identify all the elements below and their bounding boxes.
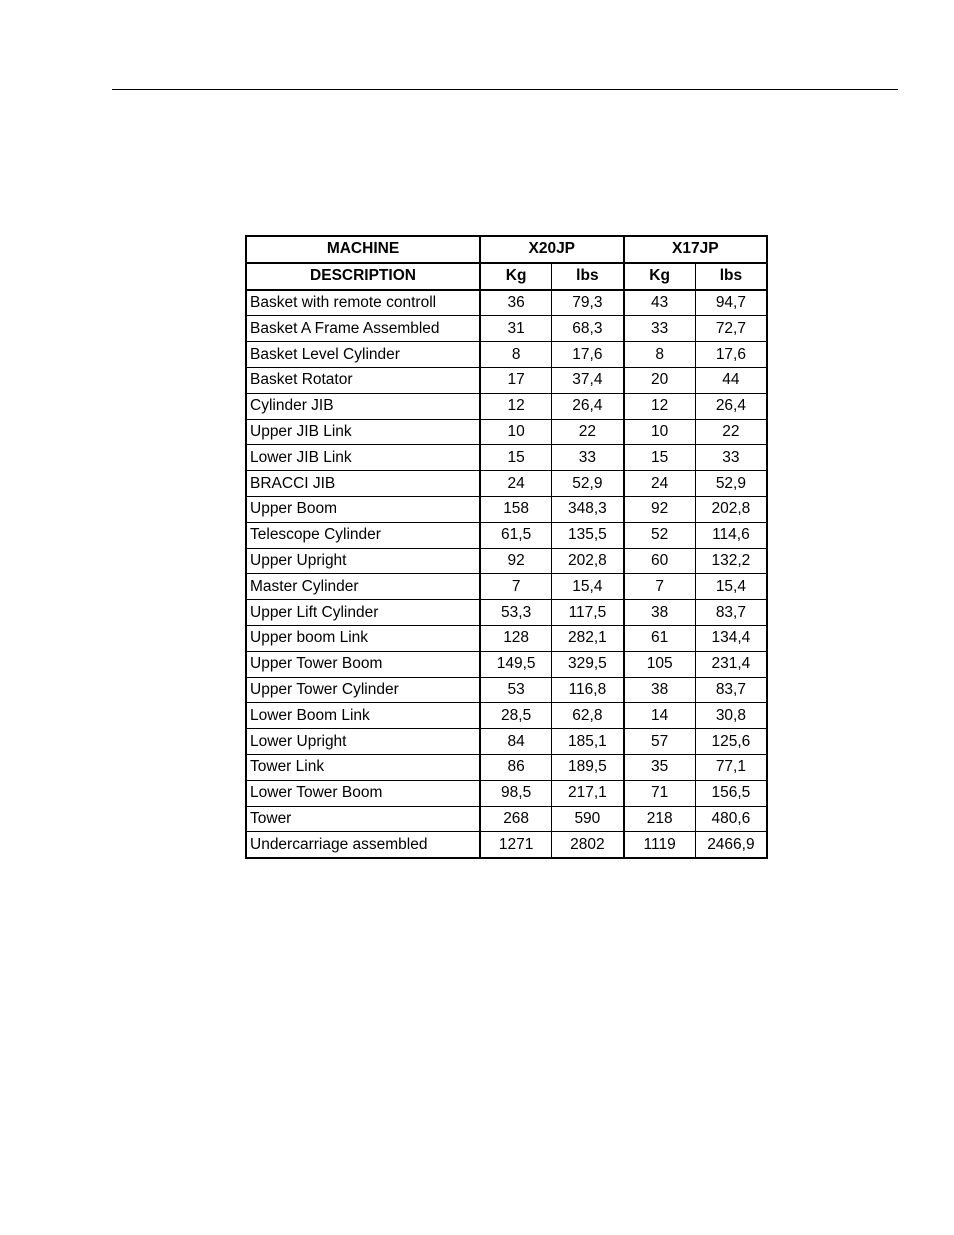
row-description: Undercarriage assembled <box>246 832 480 858</box>
x20jp-kg-cell: 61,5 <box>480 522 552 548</box>
x17jp-lbs-cell: 231,4 <box>695 651 767 677</box>
row-description: Lower Upright <box>246 729 480 755</box>
description-header: DESCRIPTION <box>246 263 480 290</box>
table-row <box>246 754 767 780</box>
x17jp-kg-cell: 33 <box>624 316 696 342</box>
x20jp-kg-cell: 28,5 <box>480 703 552 729</box>
x20jp-kg-cell: 86 <box>480 754 552 780</box>
table-row <box>246 419 767 445</box>
x20jp-lbs-cell: 189,5 <box>552 754 624 780</box>
x20jp-kg-cell: 12 <box>480 393 552 419</box>
x20jp-kg-cell: 149,5 <box>480 651 552 677</box>
x20jp-kg-cell: 268 <box>480 806 552 832</box>
x17jp-lbs-cell: 17,6 <box>695 342 767 368</box>
table-row <box>246 832 767 858</box>
table-row <box>246 522 767 548</box>
x20jp-kg-cell: 92 <box>480 548 552 574</box>
table-row <box>246 290 767 316</box>
x17jp-kg-cell: 24 <box>624 471 696 497</box>
x17jp-kg-cell: 10 <box>624 419 696 445</box>
x17jp-kg-header: Kg <box>624 263 696 290</box>
table-row <box>246 806 767 832</box>
x17jp-kg-cell: 7 <box>624 574 696 600</box>
x17jp-kg-cell: 60 <box>624 548 696 574</box>
table-row <box>246 574 767 600</box>
x20jp-kg-cell: 8 <box>480 342 552 368</box>
row-description: Upper Upright <box>246 548 480 574</box>
x17jp-lbs-cell: 30,8 <box>695 703 767 729</box>
x17jp-kg-cell: 57 <box>624 729 696 755</box>
row-description: Telescope Cylinder <box>246 522 480 548</box>
x20jp-lbs-cell: 37,4 <box>552 367 624 393</box>
row-description: Upper Boom <box>246 496 480 522</box>
x20jp-kg-cell: 53 <box>480 677 552 703</box>
x20jp-lbs-cell: 348,3 <box>552 496 624 522</box>
x20jp-lbs-cell: 15,4 <box>552 574 624 600</box>
x17jp-lbs-cell: 134,4 <box>695 625 767 651</box>
row-description: Cylinder JIB <box>246 393 480 419</box>
x20jp-kg-cell: 1271 <box>480 832 552 858</box>
x20jp-kg-cell: 17 <box>480 367 552 393</box>
table-row <box>246 677 767 703</box>
row-description: Basket Rotator <box>246 367 480 393</box>
header-rule <box>112 89 898 90</box>
x17jp-kg-cell: 92 <box>624 496 696 522</box>
table-row <box>246 600 767 626</box>
x17jp-lbs-cell: 44 <box>695 367 767 393</box>
model-x17jp-header: X17JP <box>624 236 768 263</box>
row-description: Tower <box>246 806 480 832</box>
x17jp-kg-cell: 15 <box>624 445 696 471</box>
row-description: Upper JIB Link <box>246 419 480 445</box>
x17jp-lbs-cell: 480,6 <box>695 806 767 832</box>
table-row <box>246 342 767 368</box>
row-description: Lower Tower Boom <box>246 780 480 806</box>
table-body <box>246 290 767 859</box>
table-row <box>246 729 767 755</box>
x17jp-lbs-cell: 15,4 <box>695 574 767 600</box>
x20jp-kg-cell: 36 <box>480 290 552 316</box>
x20jp-kg-cell: 10 <box>480 419 552 445</box>
x17jp-kg-cell: 35 <box>624 754 696 780</box>
x20jp-kg-cell: 24 <box>480 471 552 497</box>
model-x20jp-header: X20JP <box>480 236 624 263</box>
x17jp-kg-cell: 61 <box>624 625 696 651</box>
x17jp-kg-cell: 8 <box>624 342 696 368</box>
row-description: Upper Tower Cylinder <box>246 677 480 703</box>
row-description: Upper Lift Cylinder <box>246 600 480 626</box>
x20jp-lbs-cell: 117,5 <box>552 600 624 626</box>
row-description: Lower JIB Link <box>246 445 480 471</box>
x17jp-lbs-cell: 22 <box>695 419 767 445</box>
x17jp-kg-cell: 38 <box>624 600 696 626</box>
x20jp-kg-cell: 31 <box>480 316 552 342</box>
x17jp-kg-cell: 71 <box>624 780 696 806</box>
table-row <box>246 496 767 522</box>
x20jp-lbs-cell: 590 <box>552 806 624 832</box>
x20jp-kg-cell: 84 <box>480 729 552 755</box>
x17jp-kg-cell: 1119 <box>624 832 696 858</box>
x20jp-lbs-cell: 282,1 <box>552 625 624 651</box>
x20jp-kg-cell: 98,5 <box>480 780 552 806</box>
x17jp-lbs-cell: 202,8 <box>695 496 767 522</box>
x17jp-kg-cell: 12 <box>624 393 696 419</box>
row-description: Lower Boom Link <box>246 703 480 729</box>
x17jp-kg-cell: 218 <box>624 806 696 832</box>
x20jp-lbs-cell: 185,1 <box>552 729 624 755</box>
x20jp-lbs-cell: 62,8 <box>552 703 624 729</box>
x20jp-kg-cell: 7 <box>480 574 552 600</box>
row-description: Upper Tower Boom <box>246 651 480 677</box>
x17jp-lbs-cell: 156,5 <box>695 780 767 806</box>
x20jp-lbs-cell: 26,4 <box>552 393 624 419</box>
row-description: Master Cylinder <box>246 574 480 600</box>
row-description: Upper boom Link <box>246 625 480 651</box>
x17jp-lbs-cell: 114,6 <box>695 522 767 548</box>
row-description: Basket A Frame Assembled <box>246 316 480 342</box>
x20jp-lbs-cell: 116,8 <box>552 677 624 703</box>
x17jp-lbs-cell: 2466,9 <box>695 832 767 858</box>
x20jp-lbs-cell: 68,3 <box>552 316 624 342</box>
x20jp-kg-header: Kg <box>480 263 552 290</box>
x17jp-lbs-cell: 33 <box>695 445 767 471</box>
x17jp-lbs-header: lbs <box>695 263 767 290</box>
x20jp-lbs-cell: 22 <box>552 419 624 445</box>
x17jp-lbs-cell: 94,7 <box>695 290 767 316</box>
x20jp-lbs-cell: 2802 <box>552 832 624 858</box>
x20jp-lbs-cell: 33 <box>552 445 624 471</box>
table-row <box>246 780 767 806</box>
row-description: BRACCI JIB <box>246 471 480 497</box>
x17jp-lbs-cell: 132,2 <box>695 548 767 574</box>
row-description: Basket Level Cylinder <box>246 342 480 368</box>
x20jp-lbs-cell: 329,5 <box>552 651 624 677</box>
table-row <box>246 393 767 419</box>
table-header-row-units <box>246 263 767 290</box>
table-header-row-models <box>246 236 767 263</box>
table-row <box>246 703 767 729</box>
x20jp-kg-cell: 128 <box>480 625 552 651</box>
table-row <box>246 548 767 574</box>
x17jp-lbs-cell: 83,7 <box>695 677 767 703</box>
x20jp-lbs-header: lbs <box>552 263 624 290</box>
x20jp-lbs-cell: 135,5 <box>552 522 624 548</box>
table-row <box>246 651 767 677</box>
table-row <box>246 445 767 471</box>
component-weights-table <box>245 235 768 859</box>
x20jp-lbs-cell: 202,8 <box>552 548 624 574</box>
row-description: Tower Link <box>246 754 480 780</box>
table-row <box>246 625 767 651</box>
x20jp-kg-cell: 158 <box>480 496 552 522</box>
x20jp-lbs-cell: 217,1 <box>552 780 624 806</box>
x17jp-lbs-cell: 26,4 <box>695 393 767 419</box>
x20jp-kg-cell: 53,3 <box>480 600 552 626</box>
x17jp-kg-cell: 105 <box>624 651 696 677</box>
machine-header: MACHINE <box>246 236 480 263</box>
x20jp-lbs-cell: 52,9 <box>552 471 624 497</box>
table-row <box>246 471 767 497</box>
x17jp-kg-cell: 38 <box>624 677 696 703</box>
x17jp-lbs-cell: 125,6 <box>695 729 767 755</box>
x17jp-lbs-cell: 83,7 <box>695 600 767 626</box>
x17jp-kg-cell: 14 <box>624 703 696 729</box>
table-row <box>246 367 767 393</box>
x17jp-lbs-cell: 72,7 <box>695 316 767 342</box>
table-row <box>246 316 767 342</box>
x17jp-lbs-cell: 52,9 <box>695 471 767 497</box>
x20jp-lbs-cell: 79,3 <box>552 290 624 316</box>
x17jp-lbs-cell: 77,1 <box>695 754 767 780</box>
x17jp-kg-cell: 20 <box>624 367 696 393</box>
x20jp-kg-cell: 15 <box>480 445 552 471</box>
row-description: Basket with remote controll <box>246 290 480 316</box>
x17jp-kg-cell: 52 <box>624 522 696 548</box>
x20jp-lbs-cell: 17,6 <box>552 342 624 368</box>
x17jp-kg-cell: 43 <box>624 290 696 316</box>
